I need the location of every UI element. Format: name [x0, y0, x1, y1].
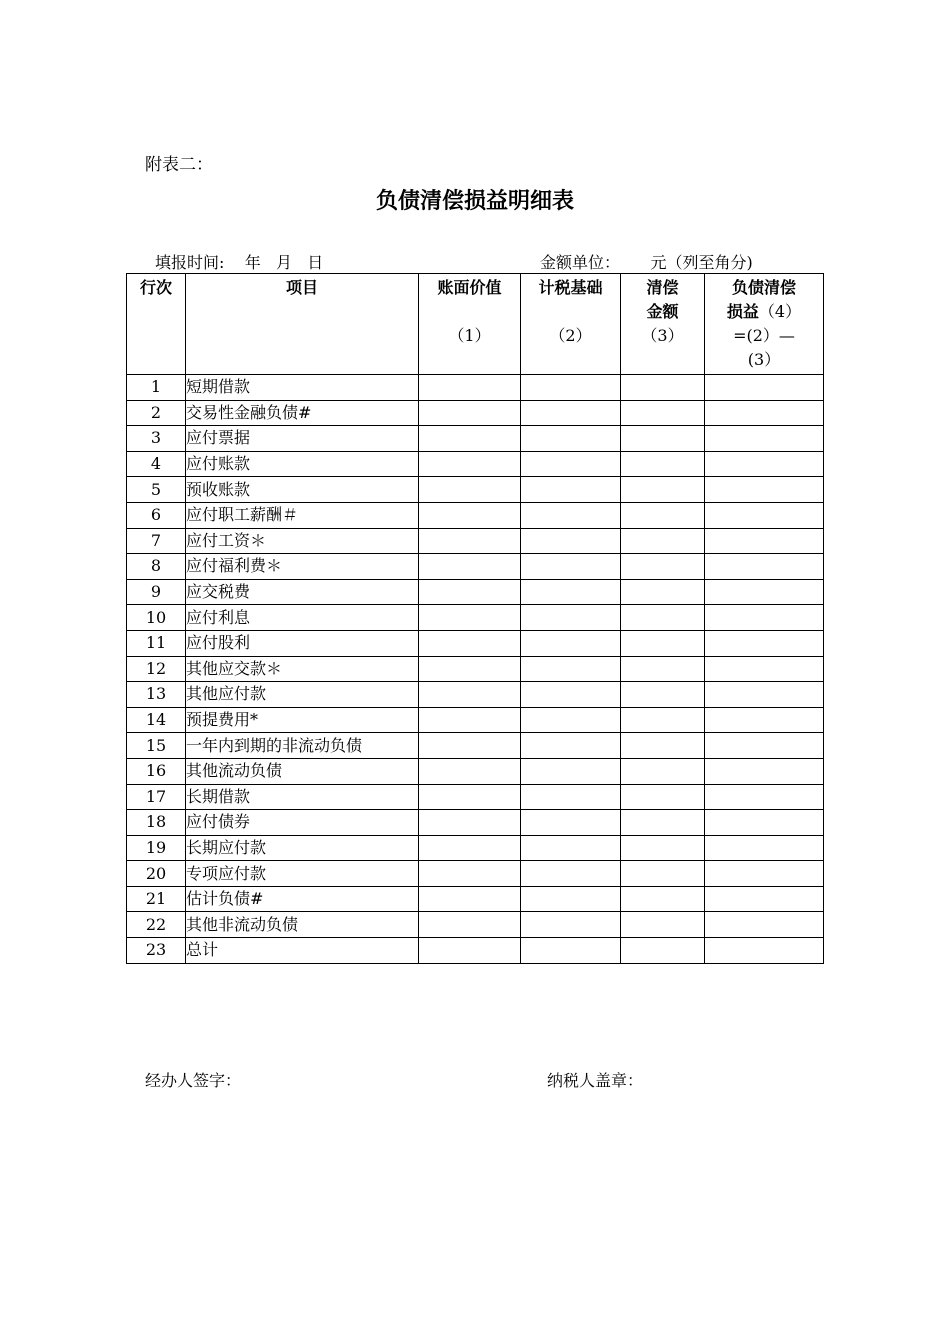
row-item-cell: 预提费用* [186, 707, 419, 733]
header-settlement-gain [705, 274, 824, 375]
table-row [127, 451, 824, 477]
header-row-no-label: 行次 [139, 278, 172, 297]
settlement-amount-cell[interactable] [621, 835, 705, 861]
row-item-cell: 应付债券 [186, 810, 419, 836]
row-number-cell: 7 [127, 528, 186, 554]
settlement-gain-cell[interactable] [705, 835, 824, 861]
table-row [127, 528, 824, 554]
tax-basis-cell[interactable] [521, 554, 621, 580]
settlement-amount-cell[interactable] [621, 682, 705, 708]
table-row [127, 707, 824, 733]
tax-basis-cell[interactable] [521, 886, 621, 912]
row-item-cell: 应付工资＊ [186, 528, 419, 554]
amount-unit-line: 金额单位： 元（列至角分) [540, 253, 753, 272]
row-number-cell: 4 [127, 451, 186, 477]
table-row [127, 605, 824, 631]
table-row [127, 810, 824, 836]
book-value-cell[interactable] [419, 528, 521, 554]
row-number-cell: 16 [127, 758, 186, 784]
tax-basis-cell[interactable] [521, 426, 621, 452]
header-tax-basis [521, 274, 621, 375]
header-settlement-num: （3） [641, 326, 684, 345]
handler-signature-label: 经办人签字： [145, 1071, 242, 1090]
table-row [127, 861, 824, 887]
settlement-amount-cell[interactable] [621, 630, 705, 656]
book-value-cell[interactable] [419, 375, 521, 401]
fill-date-line: 填报时间: 年 月 日 [155, 253, 324, 272]
tax-basis-cell[interactable] [521, 938, 621, 964]
tax-basis-cell[interactable] [521, 912, 621, 938]
document-title: 负债清偿损益明细表 [375, 189, 574, 214]
header-tax-basis-label: 计税基础 [538, 278, 603, 297]
book-value-cell[interactable] [419, 426, 521, 452]
table-row [127, 477, 824, 503]
row-number-cell: 12 [127, 656, 186, 682]
settlement-amount-cell[interactable] [621, 502, 705, 528]
settlement-gain-cell[interactable] [705, 886, 824, 912]
book-value-cell[interactable] [419, 554, 521, 580]
header-gain-line1: 负债清偿 [731, 278, 796, 297]
settlement-amount-cell[interactable] [621, 477, 705, 503]
header-gain-line2-bold: 损益 [726, 302, 759, 321]
tax-basis-cell[interactable] [521, 630, 621, 656]
header-settlement-amount [621, 274, 705, 375]
row-item-cell: 一年内到期的非流动负债 [186, 733, 419, 759]
row-item-cell: 应交税费 [186, 579, 419, 605]
row-number-cell: 10 [127, 605, 186, 631]
settlement-amount-cell[interactable] [621, 758, 705, 784]
table-row [127, 938, 824, 964]
row-item-cell: 应付账款 [186, 451, 419, 477]
row-item-cell: 短期借款 [186, 375, 419, 401]
liability-settlement-table [126, 273, 824, 964]
row-number-cell: 3 [127, 426, 186, 452]
table-row [127, 630, 824, 656]
settlement-amount-cell[interactable] [621, 733, 705, 759]
row-number-cell: 18 [127, 810, 186, 836]
book-value-cell[interactable] [419, 477, 521, 503]
row-item-cell: 估计负债# [186, 886, 419, 912]
row-number-cell: 11 [127, 630, 186, 656]
row-number-cell: 15 [127, 733, 186, 759]
settlement-amount-cell[interactable] [621, 451, 705, 477]
row-number-cell: 17 [127, 784, 186, 810]
row-number-cell: 2 [127, 400, 186, 426]
book-value-cell[interactable] [419, 886, 521, 912]
settlement-amount-cell[interactable] [621, 554, 705, 580]
row-number-cell: 13 [127, 682, 186, 708]
settlement-amount-cell[interactable] [621, 810, 705, 836]
row-number-cell: 6 [127, 502, 186, 528]
table-row [127, 400, 824, 426]
book-value-cell[interactable] [419, 630, 521, 656]
row-item-cell: 其他应交款＊ [186, 656, 419, 682]
settlement-gain-cell[interactable] [705, 426, 824, 452]
settlement-gain-cell[interactable] [705, 451, 824, 477]
table-row [127, 886, 824, 912]
settlement-amount-cell[interactable] [621, 375, 705, 401]
book-value-cell[interactable] [419, 758, 521, 784]
row-item-cell: 应付股利 [186, 630, 419, 656]
row-item-cell: 应付票据 [186, 426, 419, 452]
tax-basis-cell[interactable] [521, 451, 621, 477]
settlement-gain-cell[interactable] [705, 682, 824, 708]
tax-basis-cell[interactable] [521, 758, 621, 784]
settlement-gain-cell[interactable] [705, 861, 824, 887]
settlement-gain-cell[interactable] [705, 477, 824, 503]
book-value-cell[interactable] [419, 912, 521, 938]
tax-basis-cell[interactable] [521, 400, 621, 426]
settlement-gain-cell[interactable] [705, 810, 824, 836]
header-item [186, 274, 419, 375]
table-row [127, 554, 824, 580]
row-item-cell: 应付福利费＊ [186, 554, 419, 580]
taxpayer-seal-label: 纳税人盖章： [547, 1071, 644, 1090]
settlement-amount-cell[interactable] [621, 707, 705, 733]
row-item-cell: 应付职工薪酬＃ [186, 502, 419, 528]
tax-basis-cell[interactable] [521, 810, 621, 836]
header-gain-line2-rest: （4） [758, 302, 802, 321]
settlement-gain-cell[interactable] [705, 707, 824, 733]
header-tax-basis-num: （2） [549, 326, 592, 345]
tax-basis-cell[interactable] [521, 579, 621, 605]
tax-basis-cell[interactable] [521, 861, 621, 887]
tax-basis-cell[interactable] [521, 835, 621, 861]
book-value-cell[interactable] [419, 579, 521, 605]
row-number-cell: 14 [127, 707, 186, 733]
settlement-gain-cell[interactable] [705, 630, 824, 656]
settlement-amount-cell[interactable] [621, 426, 705, 452]
table-row [127, 733, 824, 759]
header-gain-line3: =(2）— [733, 326, 795, 345]
book-value-cell[interactable] [419, 835, 521, 861]
settlement-amount-cell[interactable] [621, 784, 705, 810]
settlement-gain-cell[interactable] [705, 554, 824, 580]
book-value-cell[interactable] [419, 400, 521, 426]
row-number-cell: 1 [127, 375, 186, 401]
settlement-amount-cell[interactable] [621, 400, 705, 426]
header-row-no [127, 274, 186, 375]
settlement-amount-cell[interactable] [621, 605, 705, 631]
settlement-amount-cell[interactable] [621, 656, 705, 682]
table-header-row [127, 274, 824, 375]
row-item-cell: 交易性金融负债# [186, 400, 419, 426]
row-item-cell: 其他应付款 [186, 682, 419, 708]
settlement-gain-cell[interactable] [705, 375, 824, 401]
row-item-cell: 其他流动负债 [186, 758, 419, 784]
book-value-cell[interactable] [419, 656, 521, 682]
tax-basis-cell[interactable] [521, 528, 621, 554]
book-value-cell[interactable] [419, 810, 521, 836]
row-number-cell: 9 [127, 579, 186, 605]
table-row [127, 758, 824, 784]
settlement-gain-cell[interactable] [705, 605, 824, 631]
table-row [127, 912, 824, 938]
settlement-gain-cell[interactable] [705, 733, 824, 759]
settlement-gain-cell[interactable] [705, 784, 824, 810]
table-row [127, 682, 824, 708]
table-row [127, 579, 824, 605]
table-row [127, 835, 824, 861]
book-value-cell[interactable] [419, 938, 521, 964]
row-item-cell: 专项应付款 [186, 861, 419, 887]
attachment-label: 附表二： [145, 155, 213, 175]
tax-basis-cell[interactable] [521, 605, 621, 631]
tax-basis-cell[interactable] [521, 784, 621, 810]
table-row [127, 426, 824, 452]
header-item-label: 项目 [285, 278, 318, 297]
tax-basis-cell[interactable] [521, 502, 621, 528]
settlement-gain-cell[interactable] [705, 400, 824, 426]
tax-basis-cell[interactable] [521, 477, 621, 503]
book-value-cell[interactable] [419, 707, 521, 733]
row-number-cell: 23 [127, 938, 186, 964]
row-item-cell: 总计 [186, 938, 419, 964]
tax-basis-cell[interactable] [521, 733, 621, 759]
book-value-cell[interactable] [419, 733, 521, 759]
book-value-cell[interactable] [419, 861, 521, 887]
settlement-amount-cell[interactable] [621, 886, 705, 912]
settlement-gain-cell[interactable] [705, 502, 824, 528]
table-row [127, 375, 824, 401]
tax-basis-cell[interactable] [521, 375, 621, 401]
header-book-value-label: 账面价值 [437, 278, 502, 297]
tax-basis-cell[interactable] [521, 707, 621, 733]
row-item-cell: 预收账款 [186, 477, 419, 503]
settlement-gain-cell[interactable] [705, 938, 824, 964]
table-row [127, 502, 824, 528]
row-number-cell: 20 [127, 861, 186, 887]
row-number-cell: 22 [127, 912, 186, 938]
row-number-cell: 19 [127, 835, 186, 861]
settlement-amount-cell[interactable] [621, 528, 705, 554]
settlement-gain-cell[interactable] [705, 579, 824, 605]
row-number-cell: 21 [127, 886, 186, 912]
book-value-cell[interactable] [419, 784, 521, 810]
row-number-cell: 8 [127, 554, 186, 580]
book-value-cell[interactable] [419, 605, 521, 631]
header-book-value-num: （1） [448, 326, 491, 345]
settlement-amount-cell[interactable] [621, 579, 705, 605]
settlement-gain-cell[interactable] [705, 528, 824, 554]
row-item-cell: 长期借款 [186, 784, 419, 810]
table-body [127, 375, 824, 964]
header-settlement-line2: 金额 [646, 302, 679, 321]
table-row [127, 784, 824, 810]
book-value-cell[interactable] [419, 451, 521, 477]
header-book-value [419, 274, 521, 375]
row-item-cell: 其他非流动负债 [186, 912, 419, 938]
tax-basis-cell[interactable] [521, 682, 621, 708]
row-item-cell: 应付利息 [186, 605, 419, 631]
settlement-gain-cell[interactable] [705, 912, 824, 938]
settlement-amount-cell[interactable] [621, 861, 705, 887]
book-value-cell[interactable] [419, 502, 521, 528]
settlement-amount-cell[interactable] [621, 938, 705, 964]
book-value-cell[interactable] [419, 682, 521, 708]
settlement-gain-cell[interactable] [705, 758, 824, 784]
table-row [127, 656, 824, 682]
header-gain-line4: (3） [747, 350, 781, 369]
row-item-cell: 长期应付款 [186, 835, 419, 861]
row-number-cell: 5 [127, 477, 186, 503]
settlement-gain-cell[interactable] [705, 656, 824, 682]
header-settlement-line1: 清偿 [646, 278, 679, 297]
settlement-amount-cell[interactable] [621, 912, 705, 938]
tax-basis-cell[interactable] [521, 656, 621, 682]
